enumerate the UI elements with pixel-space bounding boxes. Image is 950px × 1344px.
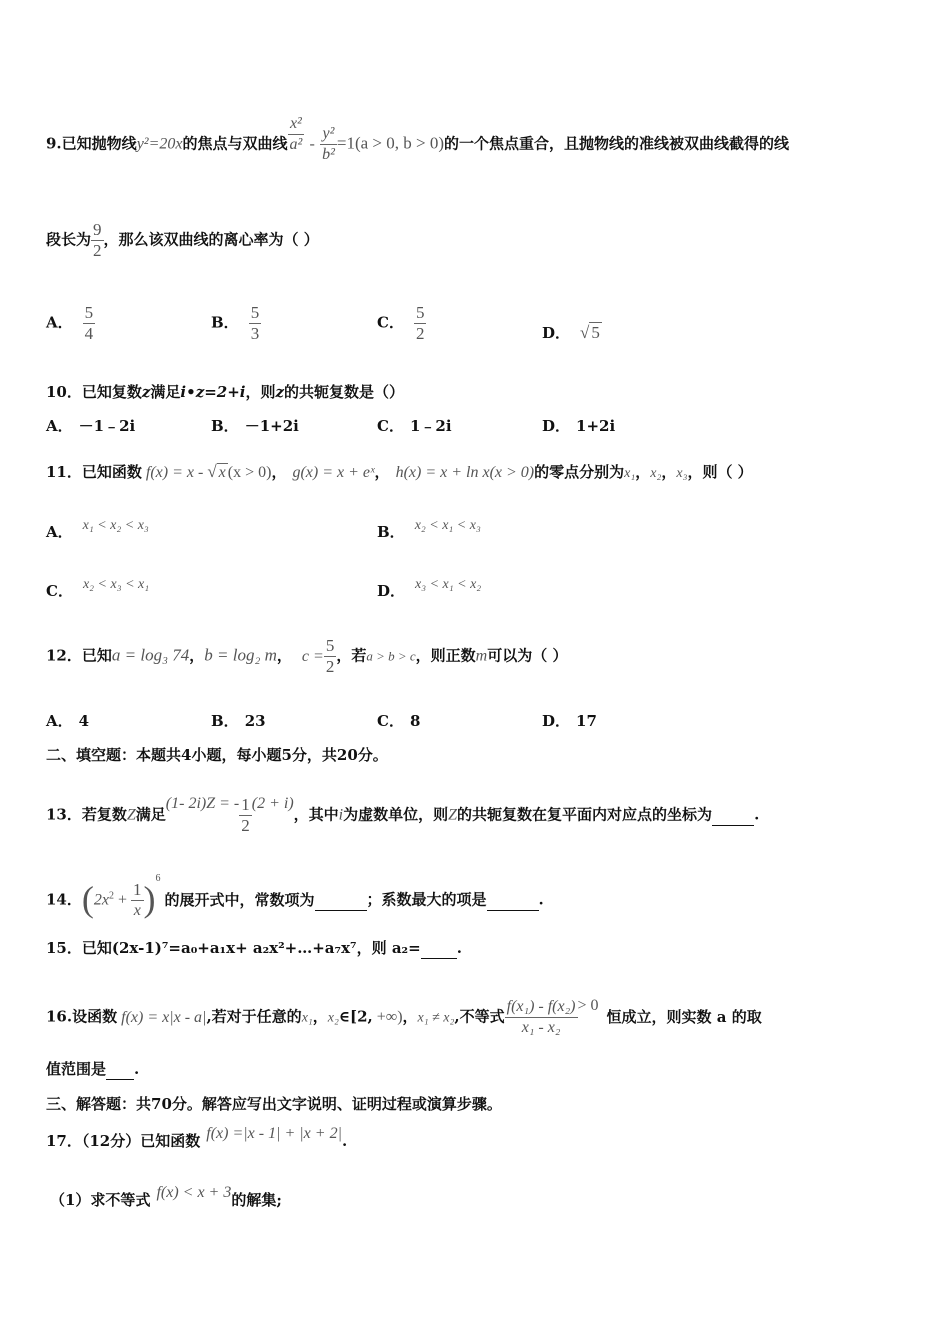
minus: -	[309, 135, 315, 153]
option-frac	[83, 303, 96, 344]
paren-left: (	[81, 878, 94, 919]
frac-den: 2	[241, 816, 250, 835]
answer-blank[interactable]	[487, 890, 539, 911]
option-value: 23	[244, 712, 266, 730]
q17-text: .	[341, 1132, 348, 1150]
separator: ，	[374, 463, 390, 481]
answer-blank[interactable]	[712, 805, 754, 826]
q10-option-b[interactable]	[211, 416, 299, 436]
q14-text: .	[538, 890, 544, 909]
frac-num: x²	[288, 114, 305, 135]
q14-line	[46, 872, 544, 921]
frac-den: 2	[415, 324, 425, 343]
q16-text: .	[134, 1060, 140, 1078]
q16-text: 值范围是	[46, 1060, 107, 1078]
frac-den: 4	[84, 324, 94, 343]
domain: (x > 0)	[227, 464, 272, 481]
q16-line2	[46, 1059, 139, 1080]
q13-text: 13．若复数	[46, 805, 127, 824]
answer-blank[interactable]	[106, 1059, 134, 1080]
q16-text: ,不等式	[454, 1007, 505, 1026]
q17-ineq: f(x) < x + 3	[156, 1184, 232, 1201]
q11-option-a[interactable]	[46, 518, 149, 544]
q12-option-c[interactable]	[377, 711, 420, 731]
q9-text: ，那么该双曲线的离心率为（ ）	[103, 230, 319, 249]
q13-text: ，其中	[293, 805, 339, 824]
q9-text: 的一个焦点重合，且抛物线的准线被双曲线截得的线	[444, 134, 790, 153]
func-g: g(x) = x + eˣ	[292, 464, 375, 481]
option-value: x₁ < x₂ < x₃	[82, 518, 149, 533]
var-b: b = log₂ m	[204, 645, 277, 665]
option-value: －1﹣2i	[78, 417, 136, 435]
option-value: －1+2i	[244, 417, 299, 435]
frac-den: x	[133, 902, 141, 919]
separator: ，	[312, 1007, 328, 1026]
q16-line1	[46, 997, 762, 1038]
q16-gt: > 0	[577, 996, 599, 1014]
hyperbola-frac-y	[320, 124, 337, 165]
radicand: x	[218, 464, 226, 481]
plus: +	[113, 891, 132, 909]
section-solution-heading: 三、解答题：共70分。解答应写出文字说明、证明过程或演算步骤。	[46, 1095, 502, 1113]
separator: ，	[661, 463, 677, 481]
q10-option-c[interactable]	[377, 416, 452, 436]
option-label: C．	[377, 712, 404, 730]
q10-option-a[interactable]	[46, 416, 135, 436]
q12-cond: a > b > c	[366, 648, 416, 664]
q11-text: ，则（ ）	[687, 463, 753, 481]
q17-text: 的解集;	[231, 1191, 282, 1209]
option-label: D．	[542, 417, 571, 435]
q11-option-c[interactable]	[46, 577, 150, 603]
q16-text: 设函数	[72, 1007, 118, 1026]
frac-num: 1	[241, 795, 250, 814]
exponent: 6	[155, 872, 161, 884]
option-label: C．	[377, 417, 404, 435]
separator: ，	[276, 646, 292, 665]
q12-text: ，若	[336, 646, 367, 665]
q14-text: 14．	[46, 890, 82, 909]
q10-text: 满足	[150, 383, 181, 401]
func-f: f(x) = x -	[145, 464, 208, 481]
var-z: Z	[126, 806, 136, 824]
var-z: z	[275, 383, 285, 401]
func-f: f(x) = x|x - a|	[121, 1008, 207, 1026]
option-value: x₂ < x₃ < x₁	[82, 577, 150, 592]
q12-frac	[324, 636, 337, 677]
q9-line2	[46, 220, 319, 261]
frac-den: a²	[289, 136, 303, 153]
q9-option-b[interactable]	[211, 303, 261, 344]
frac-den: 3	[250, 324, 260, 343]
q12-line	[46, 636, 567, 677]
q12-option-b[interactable]	[211, 711, 266, 731]
q16-neq: x₁ ≠ x₂	[417, 1010, 455, 1026]
option-value: 1+2i	[576, 417, 616, 435]
separator: ，	[271, 463, 287, 481]
var-z: z	[141, 383, 151, 401]
var-x1: x₁	[624, 466, 636, 481]
q11-text: 的零点分别为	[534, 463, 625, 481]
paren-right: )	[143, 878, 156, 919]
radicand: 5	[591, 323, 600, 342]
exponent: 2	[108, 890, 114, 902]
q9-text: 的焦点与双曲线	[182, 134, 288, 153]
frac-num: 1	[133, 880, 142, 899]
q9-frac	[91, 220, 104, 261]
q16-text: 16.	[46, 1007, 73, 1026]
option-label: A．	[46, 417, 73, 435]
q9-text: 已知抛物线	[61, 134, 137, 153]
q9-text: 段长为	[46, 230, 92, 249]
answer-blank[interactable]	[421, 938, 457, 959]
q17-line	[46, 1125, 348, 1152]
frac-num: 5	[325, 636, 335, 655]
separator: ，	[189, 646, 205, 665]
option-value: x₃ < x₁ < x₂	[415, 577, 482, 592]
frac-num: 5	[415, 303, 425, 322]
q10-line	[46, 382, 404, 402]
q12-option-a[interactable]	[46, 711, 89, 731]
option-label: D．	[542, 712, 571, 730]
frac-den: x₁ - x₂	[521, 1019, 561, 1036]
q9-line1	[46, 115, 790, 165]
q14-expr: 2x	[93, 891, 109, 909]
option-label: C．	[377, 313, 404, 332]
q13-eq: (1- 2i)Z = -	[165, 794, 240, 812]
q11-line	[46, 462, 753, 484]
q9-option-a[interactable]	[46, 303, 95, 344]
hyperbola-frac-x	[288, 114, 305, 155]
frac-num: 5	[84, 303, 94, 322]
func-f: f(x) =|x - 1| + |x + 2|	[206, 1125, 342, 1142]
q12-text: 12．已知	[46, 646, 112, 665]
q16-text: ,若对于任意的	[206, 1007, 302, 1026]
q13-eq: (2 + i)	[251, 794, 294, 812]
var-m: m	[475, 647, 488, 665]
q14-text: ；系数最大的项是	[366, 890, 487, 909]
sqrt-symbol: √ x	[207, 462, 226, 481]
frac-den: 2	[93, 241, 102, 260]
var-z: Z	[448, 806, 458, 824]
option-label: A．	[46, 712, 73, 730]
option-label: B．	[377, 523, 405, 541]
q13-line	[46, 795, 759, 836]
option-label: B．	[211, 712, 239, 730]
q15-text: .	[456, 939, 462, 957]
q10-text: 的共轭复数是（）	[284, 383, 405, 401]
q10-text: ，则	[245, 383, 276, 401]
option-label: A．	[46, 523, 73, 541]
frac-num: y²	[320, 124, 337, 145]
option-value: 8	[409, 712, 421, 730]
q13-text: 为虚数单位，则	[343, 805, 449, 824]
hyperbola-cond: =1(a > 0, b > 0)	[336, 133, 445, 153]
var-a: a = log₃ 74	[111, 645, 190, 665]
q12-text: 可以为（ ）	[487, 646, 568, 665]
infinity: +∞)	[372, 1008, 403, 1026]
var-c: c =	[301, 647, 324, 665]
func-h: h(x) = x + ln x(x > 0)	[395, 464, 535, 481]
q14-text: 的展开式中，常数项为	[164, 890, 315, 909]
var-i: i	[338, 806, 344, 824]
option-value: 1﹣2i	[409, 417, 452, 435]
var-x2: x₂	[327, 1010, 339, 1026]
separator: ，	[402, 1007, 418, 1026]
option-label: C．	[46, 582, 73, 600]
q10-cond: i•z=2+i	[180, 383, 246, 401]
sqrt-symbol: √ 5	[580, 323, 600, 342]
option-label: B．	[211, 313, 239, 332]
frac-den: b²	[322, 146, 335, 163]
frac-num: 9	[93, 220, 102, 239]
separator: ，	[635, 463, 651, 481]
option-frac	[249, 303, 262, 344]
frac-num: 5	[250, 303, 260, 322]
q17-part-label: （1）求不等式	[50, 1191, 151, 1209]
q11-text: 11．已知函数	[46, 463, 142, 481]
q10-option-d[interactable]	[542, 416, 615, 436]
q16-frac	[505, 997, 578, 1038]
q13-frac	[239, 795, 252, 836]
q14-frac	[131, 880, 144, 921]
q10-text: 10．已知复数	[46, 383, 142, 401]
option-label: A．	[46, 313, 73, 332]
var-x3: x₃	[676, 466, 688, 481]
q11-option-d[interactable]	[377, 577, 482, 603]
frac-den: 2	[325, 657, 335, 676]
option-label: D．	[377, 582, 406, 600]
q17-part1	[50, 1184, 282, 1211]
option-value: x₂ < x₁ < x₃	[414, 518, 481, 533]
option-frac	[414, 303, 427, 344]
answer-blank[interactable]	[315, 890, 367, 911]
q11-option-b[interactable]	[377, 518, 481, 544]
q9-option-c[interactable]	[377, 303, 426, 344]
q13-text: .	[754, 805, 760, 824]
option-value: 4	[78, 712, 90, 730]
var-x2: x₂	[650, 466, 662, 481]
parabola-eq: y²=20x	[136, 135, 183, 153]
question-number: 9.	[46, 134, 62, 153]
q15-line	[46, 938, 462, 959]
q16-text: 恒成立，则实数 a 的取	[606, 1007, 762, 1026]
frac-num: f(x₁) - f(x₂)	[505, 997, 578, 1018]
var-x1: x₁	[301, 1010, 313, 1026]
q13-text: 的共轭复数在复平面内对应点的坐标为	[457, 805, 713, 824]
q17-text: 17．（12分）已知函数	[46, 1132, 201, 1150]
q16-text: ∈[2,	[338, 1007, 373, 1026]
q9-option-d[interactable]	[542, 323, 602, 343]
q12-option-d[interactable]	[542, 711, 597, 731]
section-fill-in-heading: 二、填空题：本题共4小题，每小题5分，共20分。	[46, 746, 388, 764]
q13-text: 满足	[135, 805, 166, 824]
q15-text: 15．已知(2x-1)⁷=a₀+a₁x+ a₂x²+…+a₇x⁷，则 a₂=	[46, 939, 421, 957]
option-label: D．	[542, 324, 571, 342]
option-value: 17	[576, 712, 597, 730]
option-label: B．	[211, 417, 239, 435]
q12-text: ，则正数	[415, 646, 476, 665]
